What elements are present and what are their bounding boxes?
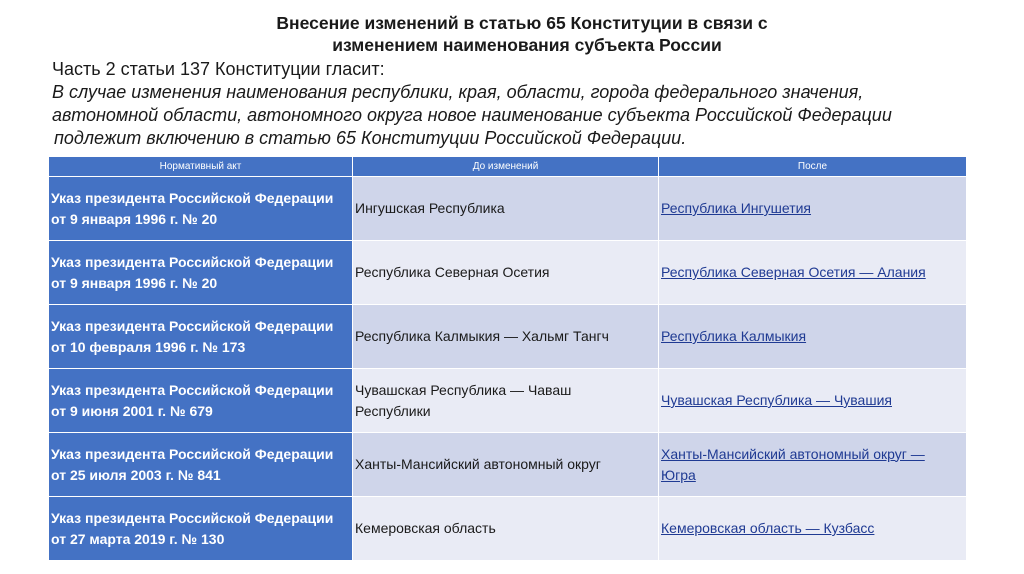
- cell-after: [659, 177, 967, 241]
- table-row: [49, 305, 967, 369]
- cell-before: [353, 177, 659, 241]
- quote-line: В случае изменения наименования республики, края, области, города федерального значения,: [52, 82, 864, 102]
- before-name: Чувашская Республика — Чаваш: [355, 381, 572, 398]
- constitution-quote: [52, 81, 982, 150]
- act-text: Указ президента Российской Федерации: [51, 253, 334, 270]
- act-text: Указ президента Российской Федерации: [51, 445, 334, 462]
- cell-before: [353, 369, 659, 433]
- act-text: от 27 марта 2019 г. № 130: [51, 530, 225, 547]
- after-name-link[interactable]: [661, 328, 806, 344]
- act-text: от 10 февраля 1996 г. № 173: [51, 338, 246, 355]
- table-row: [49, 433, 967, 497]
- act-text: Указ президента Российской Федерации: [51, 317, 334, 334]
- intro-lead: Часть 2 статьи 137 Конституции гласит:: [52, 59, 385, 79]
- cell-before: [353, 241, 659, 305]
- table-header-row: [49, 157, 967, 177]
- after-name-text: Кемеровская область — Кузбасс: [661, 520, 875, 536]
- after-name-link[interactable]: [661, 200, 811, 216]
- cell-after: [659, 241, 967, 305]
- cell-act: [49, 369, 353, 433]
- after-name-text: Республика Калмыкия: [661, 328, 807, 344]
- column-header-before: До изменений: [353, 157, 659, 177]
- act-text: от 9 января 1996 г. № 20: [51, 274, 218, 291]
- act-text: Указ президента Российской Федерации: [51, 381, 334, 398]
- cell-before: [353, 497, 659, 561]
- slide-title: [0, 12, 1024, 56]
- quote-line: автономной области, автономного округа новое наименование субъекта Российской Федерации: [52, 105, 892, 125]
- before-name: Кемеровская область: [355, 520, 496, 536]
- cell-act: [49, 241, 353, 305]
- column-header-after: После: [659, 157, 967, 177]
- table-row: [49, 241, 967, 305]
- cell-after: [659, 497, 967, 561]
- after-name-link[interactable]: [661, 520, 874, 536]
- after-name-text: Республика Ингушетия: [661, 200, 812, 216]
- cell-before: [353, 305, 659, 369]
- before-name: Ингушская Республика: [355, 200, 505, 216]
- after-name-link[interactable]: [661, 264, 926, 280]
- table-row: [49, 177, 967, 241]
- renaming-table: [48, 156, 967, 561]
- after-name-text: Югра: [661, 466, 696, 483]
- cell-after: [659, 369, 967, 433]
- cell-after: [659, 305, 967, 369]
- cell-after: [659, 433, 967, 497]
- after-name-text: Республика Северная Осетия — Алания: [661, 264, 926, 280]
- after-name-link[interactable]: [661, 446, 925, 483]
- before-name: Республика Калмыкия — Хальмг Тангч: [355, 328, 609, 344]
- act-text: от 9 июня 2001 г. № 679: [51, 402, 213, 419]
- before-name: Республики: [355, 402, 431, 419]
- cell-act: [49, 497, 353, 561]
- intro-text: [52, 58, 982, 150]
- cell-act: [49, 305, 353, 369]
- column-header-act: Нормативный акт: [49, 157, 353, 177]
- table-row: [49, 497, 967, 561]
- act-text: Указ президента Российской Федерации: [51, 509, 334, 526]
- slide-title-line-1: Внесение изменений в статью 65 Конституции в связи с: [276, 13, 768, 33]
- after-name-link[interactable]: [661, 392, 892, 408]
- cell-act: [49, 433, 353, 497]
- act-text: от 25 июля 2003 г. № 841: [51, 466, 221, 483]
- act-text: от 9 января 1996 г. № 20: [51, 210, 218, 227]
- table-row: [49, 369, 967, 433]
- before-name: Ханты-Мансийский автономный округ: [355, 456, 601, 472]
- before-name: Республика Северная Осетия: [355, 264, 550, 280]
- slide-title-line-2: изменением наименования субъекта России: [332, 35, 722, 55]
- cell-act: [49, 177, 353, 241]
- after-name-text: Ханты-Мансийский автономный округ —: [661, 445, 925, 462]
- cell-before: [353, 433, 659, 497]
- act-text: Указ президента Российской Федерации: [51, 189, 334, 206]
- quote-line: подлежит включению в статью 65 Конституции Российской Федерации.: [54, 128, 687, 148]
- after-name-text: Чувашская Республика — Чувашия: [661, 392, 892, 408]
